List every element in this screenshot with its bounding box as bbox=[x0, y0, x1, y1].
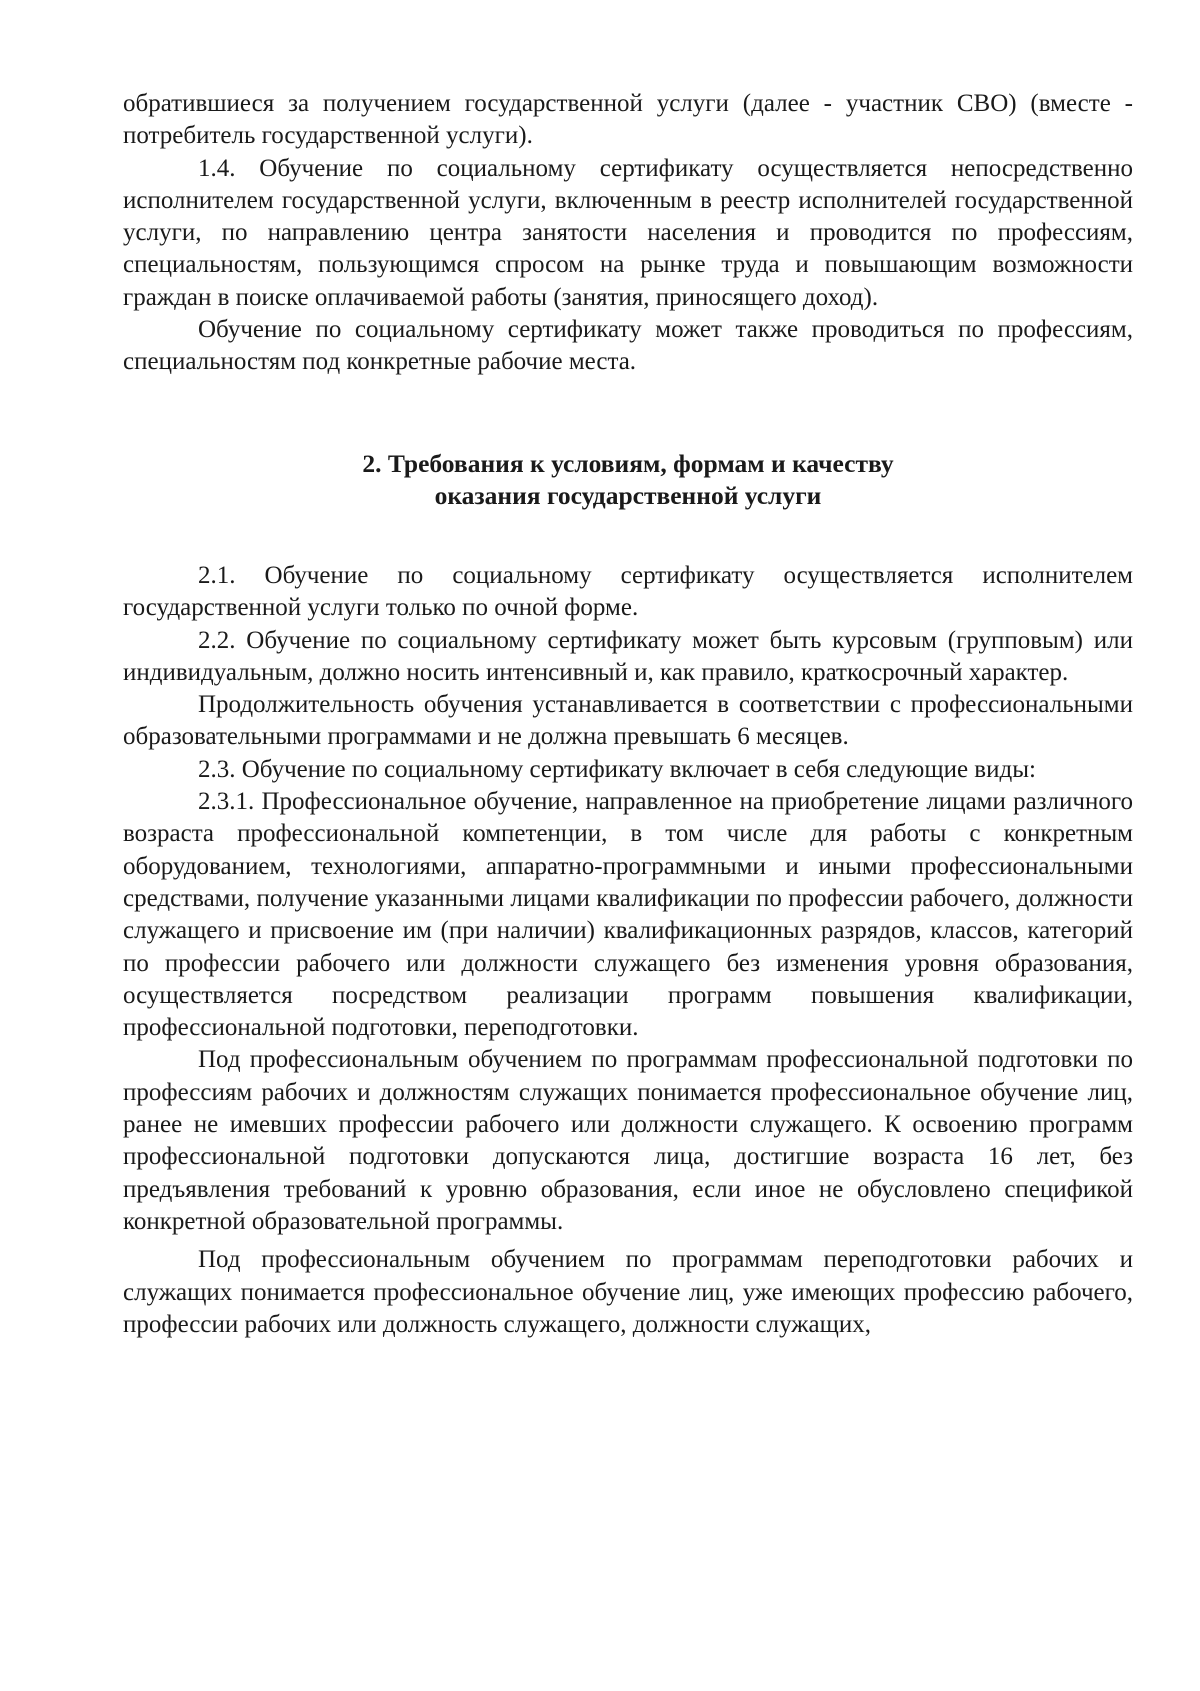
paragraph-1-4-workplaces: Обучение по социальному сертификату может также проводиться по профессиям, специальностям под конкретные рабочие места. bbox=[123, 316, 1133, 376]
paragraph-2-1: 2.1. Обучение по социальному сертификату осуществляется исполнителем государственной услуги только по очной форме. bbox=[123, 562, 1133, 622]
paragraph-2-2-duration: Продолжительность обучения устанавливается в соответствии с профессиональными образовательными программами и не должна превышать 6 месяцев. bbox=[123, 691, 1133, 751]
paragraph-2-3: 2.3. Обучение по социальному сертификату включает в себя следующие виды: bbox=[198, 755, 1036, 783]
section-2-heading-line-1: 2. Требования к условиям, формам и качеству bbox=[362, 449, 894, 478]
paragraph-2-3-1: 2.3.1. Профессиональное обучение, направленное на приобретение лицами различного возраста профессиональной компетенции, в том числе для работы с конкретным оборудованием, технологиями, аппаратно-программными и иными профессиональными средствами, получение указанными лицами квалификации по профессии рабочего, должности служащего и присвоение им (при наличии) квалификационных разрядов, классов, категорий по профессии рабочего или должности служащего без изменения уровня образования, осуществляется посредством реализации программ повышения квалификации, профессиональной подготовки, переподготовки. bbox=[123, 788, 1133, 1042]
paragraph-1-4: 1.4. Обучение по социальному сертификату осуществляется непосредственно исполнителем государственной услуги, включенным в реестр исполнителей государственной услуги, по направлению центра занятости населения и проводится по профессиям, специальностям, пользующимся спросом на рынке труда и повышающим возможности граждан в поиске оплачиваемой работы (занятия, приносящего доход). bbox=[123, 154, 1133, 311]
section-2-heading-line-2: оказания государственной услуги bbox=[434, 481, 822, 510]
section-2-text bbox=[123, 560, 1133, 1341]
section-1-text bbox=[123, 88, 1133, 379]
section-2-heading bbox=[123, 448, 1133, 512]
paragraph-continuation: обратившиеся за получением государственной услуги (далее - участник СВО) (вместе - потребитель государственной услуги). bbox=[123, 90, 1133, 150]
paragraph-2-2: 2.2. Обучение по социальному сертификату может быть курсовым (групповым) или индивидуальным, должно носить интенсивный и, как правило, краткосрочный характер. bbox=[123, 626, 1133, 686]
paragraph-retraining-definition: Под профессиональным обучением по программам переподготовки рабочих и служащих понимается профессиональное обучение лиц, уже имеющих профессию рабочего, профессии рабочих или должность служащего, должности служащих, bbox=[123, 1246, 1133, 1338]
paragraph-training-definition: Под профессиональным обучением по программам профессиональной подготовки по профессиям рабочих и должностям служащих понимается профессиональное обучение лиц, ранее не имевших профессии рабочего или должности служащего. К освоению программ профессиональной подготовки допускаются лица, достигшие возраста 16 лет, без предъявления требований к уровню образования, если иное не обусловлено спецификой конкретной образовательной программы. bbox=[123, 1046, 1133, 1235]
